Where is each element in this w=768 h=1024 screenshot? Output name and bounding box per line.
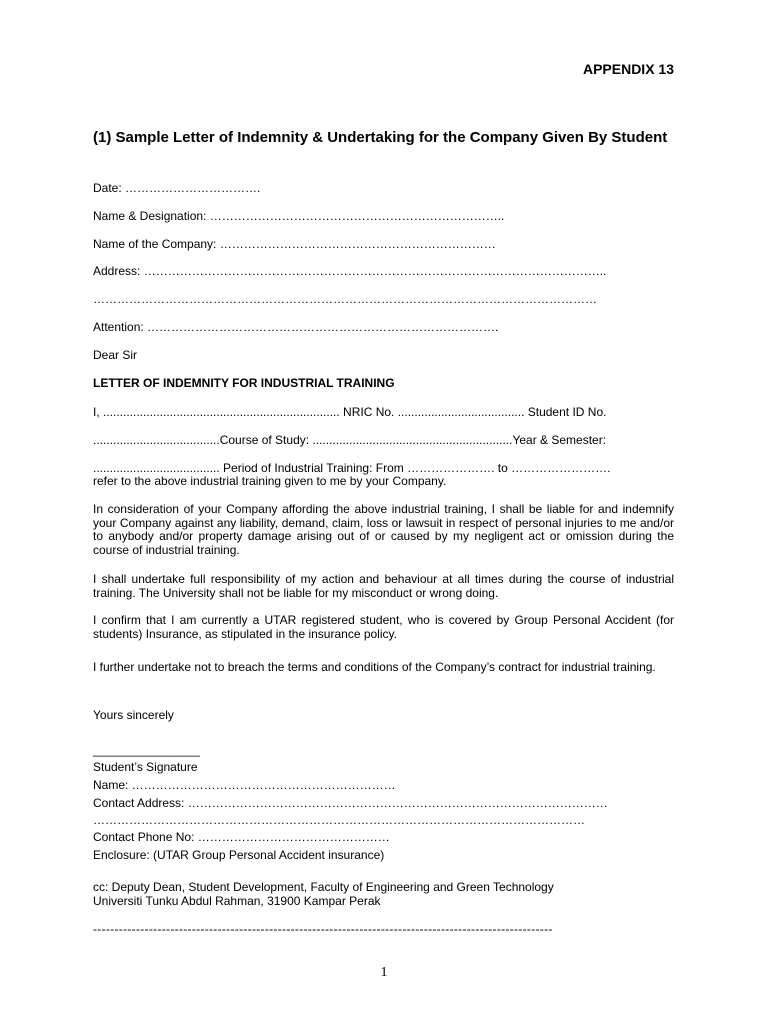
responsibility-paragraph: I shall undertake full responsibility of my action and behaviour at all times during the course of industrial training. The University shall not be liable for my misconduct or wrong doing. (93, 572, 674, 600)
attention-field: Attention: ……………………………………………………………………………. (93, 320, 499, 334)
address-continuation-field: ……………………………………………………………………………………………………………… (93, 292, 597, 306)
signatory-name-field: Name: ………………………………………………………… (93, 778, 396, 792)
enclosure-note: Enclosure: (UTAR Group Personal Accident insurance) (93, 848, 385, 862)
training-period-line: ...................................... Period of Industrial Training: From …………………. to ……………………. (93, 461, 611, 475)
name-designation-field: Name & Designation: ……………………………………………………………….. (93, 209, 505, 223)
contact-address-field: Contact Address: …………………………………………………………………………………………… (93, 796, 608, 810)
date-field: Date: ……………………………. (93, 181, 261, 195)
signature-label: Student’s Signature (93, 760, 198, 774)
address-field: Address: …………………………………………………………………………………………………….. (93, 264, 607, 278)
document-title: (1) Sample Letter of Indemnity & Undertaking for the Company Given By Student (93, 129, 668, 146)
contact-address-continuation-field: …………………………………………………………………………………………………………… (93, 813, 585, 827)
cc-line: cc: Deputy Dean, Student Development, Faculty of Engineering and Green Technology (93, 880, 554, 894)
letter-heading: LETTER OF INDEMNITY FOR INDUSTRIAL TRAINING (93, 376, 395, 390)
indemnity-paragraph: In consideration of your Company affording the above industrial training, I shall be liable for and indemnify your Company against any liability, demand, claim, loss or lawsuit in respect of personal injuries to me and/or to anybody and/or property damage arising out of or caused by my negligent act or omission during the course of industrial training. (93, 502, 674, 557)
appendix-label: APPENDIX 13 (582, 61, 674, 77)
page-number: 1 (380, 965, 388, 980)
salutation: Dear Sir (93, 348, 138, 362)
training-reference-line: refer to the above industrial training given to me by your Company. (93, 474, 447, 488)
signature-line: ________________ (93, 743, 200, 757)
undertaking-paragraph: I further undertake not to breach the terms and conditions of the Company’s contract for industrial training. (93, 660, 656, 674)
course-details-line: ......................................Course of Study: ............................................................Year & Semester: (93, 433, 607, 447)
closing: Yours sincerely (93, 708, 174, 722)
company-name-field: Name of the Company: …………………………………………………………… (93, 237, 496, 251)
cut-line-separator: ----------------------------------------------------------------------------------------------------------- (93, 922, 553, 936)
contact-phone-field: Contact Phone No: ………………………………………… (93, 830, 390, 844)
insurance-paragraph: I confirm that I am currently a UTAR registered student, who is covered by Group Personal Accident (for students) Insurance, as stipulated in the insurance policy. (93, 613, 674, 641)
student-details-line: I, ....................................................................... NRIC No. ...................................... Student ID No. (93, 405, 607, 419)
cc-address-line: Universiti Tunku Abdul Rahman, 31900 Kampar Perak (93, 894, 381, 908)
